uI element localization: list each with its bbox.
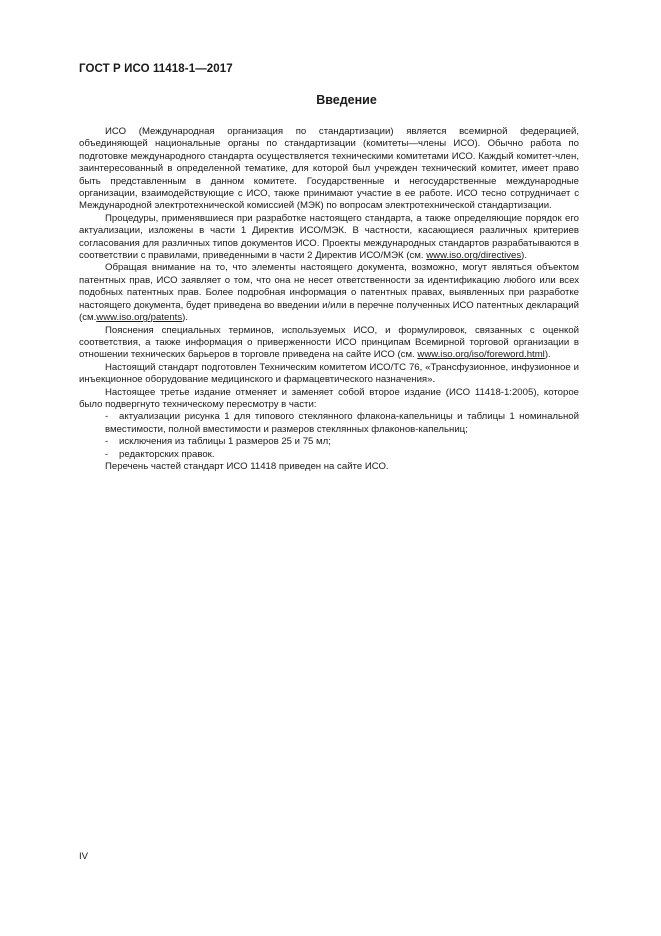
link-foreword[interactable]: www.iso.org/iso/foreword.html xyxy=(417,349,545,361)
section-title xyxy=(0,93,661,107)
list-item-text: актуализации рисунка 1 для типового стеклянного флакона-капельницы и таблицы 1 номинальной вместимости, полной вместимости и размеров стеклянных флаконов-капельниц; xyxy=(105,411,579,435)
list-marker: - xyxy=(105,436,109,448)
paragraph-terms-end: ). xyxy=(544,349,551,361)
link-patents[interactable]: www.iso.org/patents xyxy=(96,312,183,324)
list-item xyxy=(79,411,579,436)
paragraph-iso-intro: ИСО (Международная организация по стандартизации) является всемирной федерацией, объединяющей национальные органы по стандартизации (комитеты—члены ИСО). Обычно работа по подготовке международного стандарта осуществляется техническими комитетами ИСО. Каждый комитет-член, заинтересованный в определенной тематике, для которой был учрежден технический комитет, имеет право быть представленным в данном комитете. Государственные и негосударственные международные организации, взаимодействующие с ИСО, также принимают участие в ее работе. ИСО тесно сотрудничает с Международной электротехнической комиссией (МЭК) по вопросам электротехнической стандартизации. xyxy=(79,126,579,212)
list-item xyxy=(79,449,579,461)
paragraph-terms xyxy=(79,325,579,362)
paragraph-procedures-end: ). xyxy=(521,250,528,262)
list-item-text: исключения из таблицы 1 размеров 25 и 75 мл; xyxy=(119,436,331,448)
list-item-text: редакторских правок. xyxy=(119,448,215,460)
paragraph-patents xyxy=(79,262,579,324)
list-item xyxy=(79,436,579,448)
paragraph-parts-list: Перечень частей стандарт ИСО 11418 приведен на сайте ИСО. xyxy=(105,460,389,472)
document-body xyxy=(79,126,579,473)
page-number: IV xyxy=(79,851,89,862)
paragraph-patents-text: Обращая внимание на то, что элементы настоящего документа, возможно, могут являться объектом патентных прав, ИСО заявляет о том, что она не несет ответственности за идентификацию любого или всех подобных патентных прав. Более подробная информация о патентных правах, выявленных при разработке настоящего документа, будет приведена во введении и/или в перечне полученных ИСО патентных деклараций (см. xyxy=(79,262,579,324)
list-marker: - xyxy=(105,411,109,423)
document-id-header: ГОСТ Р ИСО 11418-1—2017 xyxy=(79,63,233,75)
paragraph-procedures-text: Процедуры, применявшиеся при разработке настоящего стандарта, а также определяющие порядок его актуализации, изложены в части 1 Директив ИСО/МЭК. В частности, касающиеся различных критериев согласования для различных типов документов ИСО. Проекты международных стандартов разрабатываются в соответствии с правилами, приведенными в части 2 Директив ИСО/МЭК (см. xyxy=(79,212,579,262)
paragraph-committee: Настоящий стандарт подготовлен Техническим комитетом ИСО/ТС 76, «Трансфузионное, инфузионное и инъекционное оборудование медицинского и фармацевтического назначения». xyxy=(79,361,579,386)
paragraph-edition: Настоящее третье издание отменяет и заменяет собой второе издание (ИСО 11418-1:2005), которое было подвергнуто техническому пересмотру в части: xyxy=(79,386,579,410)
list-marker: - xyxy=(105,448,109,460)
link-directives[interactable]: www.iso.org/directives xyxy=(426,250,522,262)
paragraph-patents-end: ). xyxy=(182,312,188,324)
paragraph-procedures xyxy=(79,213,579,263)
paragraph-terms-text: Пояснения специальных терминов, используемых ИСО, и формулировок, связанных с оценкой соответствия, а также информация о приверженности ИСО принципам Всемирной торговой организации в отношении технических барьеров в торговле приведена на сайте ИСО (см. xyxy=(79,324,579,361)
section-title-text: Введение xyxy=(316,93,377,107)
